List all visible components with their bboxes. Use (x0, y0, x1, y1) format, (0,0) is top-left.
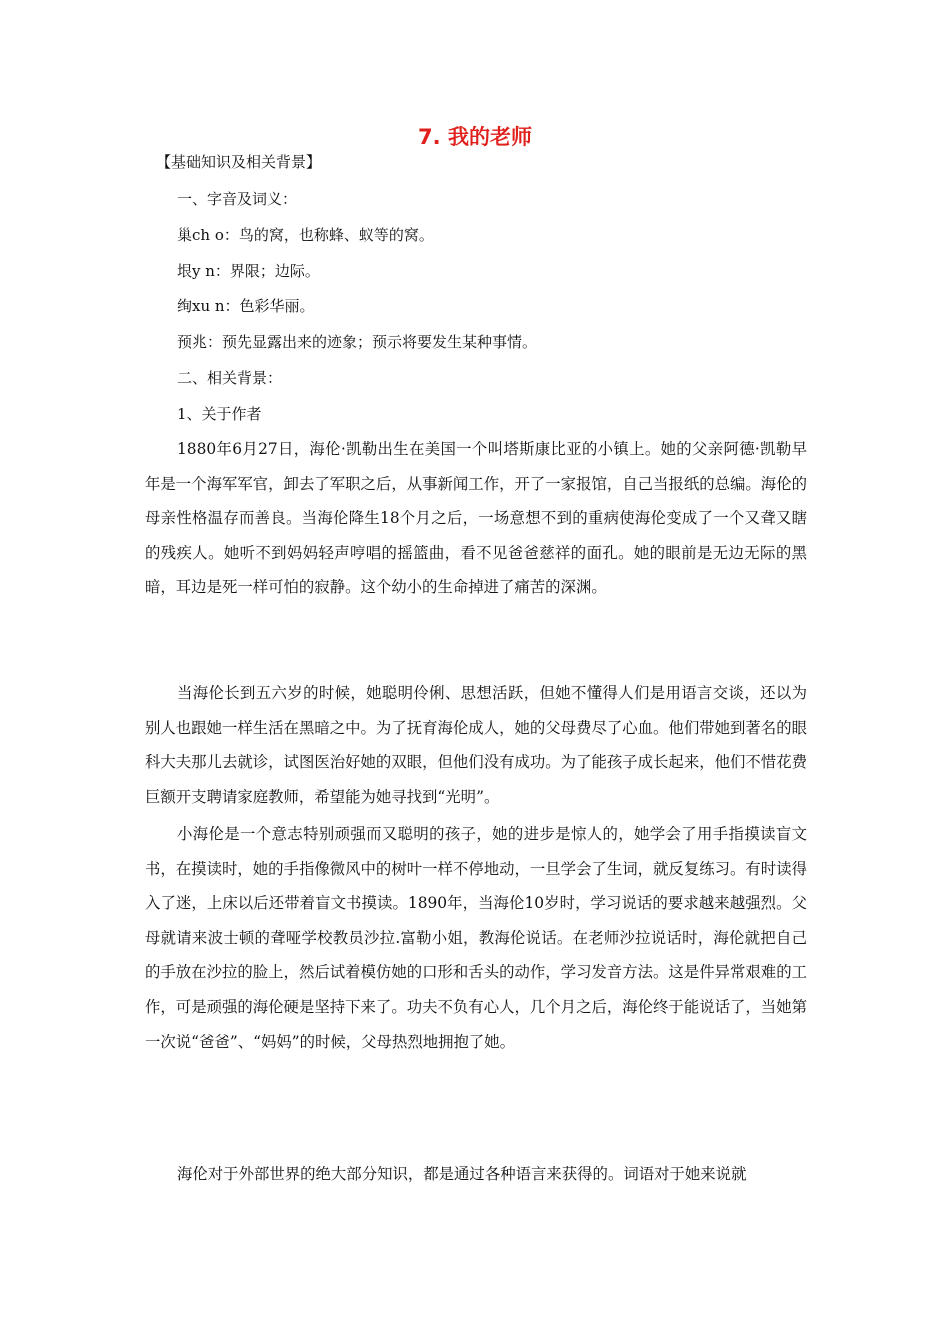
body-paragraph: 海伦对于外部世界的绝大部分知识，都是通过各种语言来获得的。词语对于她来说就 (177, 1165, 747, 1183)
vocab-item: 巢ch o：鸟的窝，也称蜂、蚁等的窝。 (177, 226, 434, 244)
part-two-heading: 二、相关背景： (177, 369, 283, 387)
vocab-item: 垠y n：界限；边际。 (177, 262, 320, 280)
body-paragraph: 小海伦是一个意志特别顽强而又聪明的孩子，她的进步是惊人的，她学会了用手指摸读盲文书，在摸读时，她的手指像微风中的树叶一样不停地动，一旦学会了生词，就反复练习。有时读得入了迷，上床以后还带着盲文书摸读。1890年，当海伦10岁时，学习说话的要求越来越强烈。父母就请来波士顿的聋哑学校教员沙拉.富勒小姐，教海伦说话。在老师沙拉说话时，海伦就把自己的手放在沙拉的脸上，然后试着模仿她的口形和舌头的动作，学习发音方法。这是件异常艰难的工作，可是顽强的海伦硬是坚持下来了。功夫不负有心人，几个月之后，海伦终于能说话了，当她第一次说“爸爸”、“妈妈”的时候，父母热烈地拥抱了她。 (145, 825, 807, 1051)
body-paragraph: 1880年6月27日，海伦·凯勒出生在美国一个叫塔斯康比亚的小镇上。她的父亲阿德·凯勒早年是一个海军军官，卸去了军职之后，从事新闻工作，开了一家报馆，自己当报纸的总编。海伦的母亲性格温存而善良。当海伦降生18个月之后，一场意想不到的重病使海伦变成了一个又聋又瞎的残疾人。她听不到妈妈轻声哼唱的摇篮曲，看不见爸爸慈祥的面孔。她的眼前是无边无际的黑暗，耳边是死一样可怕的寂静。这个幼小的生命掉进了痛苦的深渊。 (145, 440, 807, 597)
vocab-item: 预兆：预先显露出来的迹象；预示将要发生某种事情。 (177, 333, 538, 351)
subheading: 1、关于作者 (177, 405, 262, 423)
vocab-item: 绚xu n：色彩华丽。 (177, 297, 315, 315)
part-one-heading: 一、字音及词义： (177, 190, 298, 208)
section-label: 【基础知识及相关背景】 (156, 153, 322, 171)
body-paragraph: 当海伦长到五六岁的时候，她聪明伶俐、思想活跃，但她不懂得人们是用语言交谈，还以为别人也跟她一样生活在黑暗之中。为了抚育海伦成人，她的父母费尽了心血。他们带她到著名的眼科大夫那儿去就诊，试图医治好她的双眼，但他们没有成功。为了能孩子成长起来，他们不惜花费巨额开支聘请家庭教师，希望能为她寻找到“光明”。 (145, 684, 807, 806)
page-title: 7. 我的老师 (418, 125, 532, 149)
